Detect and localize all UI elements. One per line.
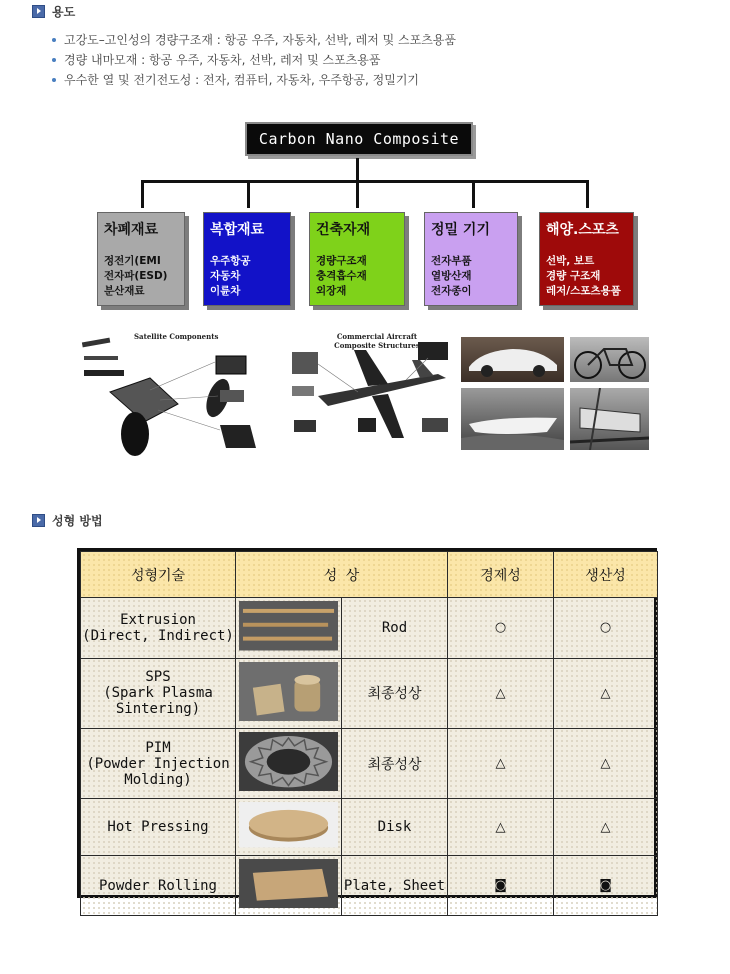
category-title: 건축자재: [316, 222, 371, 238]
connector-line: [586, 180, 589, 208]
section-uses-header: [32, 3, 75, 20]
connector-line: [472, 180, 475, 208]
economy-cell: △: [448, 799, 554, 856]
aircraft-image-title: Commercial Aircraft Composite Structures: [334, 332, 420, 350]
category-item: 전자부품: [431, 255, 472, 267]
form-cell: 최종성상: [342, 728, 448, 798]
tech-line: SPS: [145, 669, 171, 686]
powder-rolling-plate-photo: [239, 859, 338, 913]
productivity-cell: ◙: [554, 855, 658, 916]
table-row: [81, 728, 658, 798]
connector-line: [141, 180, 589, 183]
tech-line: Powder Rolling: [98, 877, 217, 894]
productivity-cell: △: [554, 728, 658, 798]
category-item: 레저/스포츠용품: [546, 285, 621, 297]
table-header-row: [81, 552, 658, 598]
boat-photo: [461, 388, 564, 450]
tech-cell: [81, 598, 236, 659]
category-marine-sports: [539, 212, 634, 306]
header-cell-economy: 경제성: [448, 552, 554, 598]
image-cell: [236, 658, 342, 728]
table-row: [81, 598, 658, 659]
tech-cell: [81, 728, 236, 798]
header-cell-form: 성 상: [236, 552, 448, 598]
section-methods-title: 성형 방법: [52, 514, 103, 528]
bullet-arrow-icon: [32, 514, 45, 527]
pim-gear-photo: [239, 732, 338, 795]
table-row: [81, 658, 658, 728]
productivity-cell: ○: [554, 598, 658, 659]
tech-line: (Spark Plasma: [103, 685, 213, 702]
header-cell-productivity: 생산성: [554, 552, 658, 598]
diagram-root-box: Carbon Nano Composite: [245, 122, 473, 156]
tech-line: Hot Pressing: [107, 819, 209, 836]
tech-line: Molding): [124, 771, 192, 788]
category-item: 경량구조재: [316, 255, 367, 267]
tech-cell: [81, 855, 236, 916]
list-item: 우수한 열 및 전기전도성 : 전자, 컴퓨터, 자동차, 우주항공, 정밀기기: [50, 70, 456, 90]
image-cell: [236, 728, 342, 798]
productivity-cell: △: [554, 799, 658, 856]
section-methods-header: [32, 512, 103, 529]
category-composite: [203, 212, 291, 306]
category-title: 해양.스포츠: [546, 222, 619, 238]
category-title: 복합재료: [210, 222, 265, 238]
productivity-cell: △: [554, 658, 658, 728]
category-item: 전자종이: [431, 285, 472, 297]
sports-car-photo: [461, 337, 564, 382]
tech-line: PIM: [145, 739, 171, 756]
category-item: 충격흡수재: [316, 270, 367, 282]
economy-cell: △: [448, 658, 554, 728]
form-cell: Rod: [342, 598, 448, 659]
category-item: 자동차: [210, 270, 241, 282]
image-cell: [236, 855, 342, 916]
hot-pressing-disk-photo: [239, 802, 338, 852]
category-building: [309, 212, 405, 306]
header-cell-technique: 성형기술: [81, 552, 236, 598]
list-item: 경량 내마모재 : 항공 우주, 자동차, 선박, 레저 및 스포츠용품: [50, 50, 456, 70]
section-uses-title: 용도: [52, 5, 76, 19]
table-row: [81, 855, 658, 916]
category-item: 전자파(ESD): [104, 270, 168, 282]
form-cell: Disk: [342, 799, 448, 856]
list-item: 고강도–고인성의 경량구조재 : 항공 우주, 자동차, 선박, 레저 및 스포츠용품: [50, 30, 456, 50]
connector-line: [356, 158, 359, 208]
economy-cell: ◙: [448, 855, 554, 916]
tech-line: Extrusion: [120, 611, 196, 628]
form-cell: 최종성상: [342, 658, 448, 728]
category-item: 우주항공: [210, 255, 251, 267]
sps-sample-photo: [239, 662, 338, 725]
category-item: 이륜차: [210, 285, 241, 297]
tech-cell: [81, 658, 236, 728]
forming-methods-table: [77, 548, 657, 898]
category-item: 분산재료: [104, 285, 145, 297]
connector-line: [141, 180, 144, 208]
category-item: 외장재: [316, 285, 347, 297]
uses-list: [50, 30, 456, 90]
connector-line: [247, 180, 250, 208]
bicycle-photo: [570, 337, 649, 382]
form-cell: Plate, Sheet: [342, 855, 448, 916]
economy-cell: △: [448, 728, 554, 798]
category-title: 정밀 기기: [431, 222, 490, 238]
category-item: 경량 구조재: [546, 270, 601, 282]
train-photo: [570, 388, 649, 450]
extrusion-rod-photo: [239, 601, 338, 655]
table-row: [81, 799, 658, 856]
category-item: 열방산재: [431, 270, 472, 282]
economy-cell: ○: [448, 598, 554, 659]
image-cell: [236, 598, 342, 659]
image-cell: [236, 799, 342, 856]
satellite-image-title: Satellite Components: [134, 332, 219, 341]
aircraft-structures-image: [288, 330, 456, 458]
tech-line: (Powder Injection: [86, 755, 230, 772]
satellite-components-image: [80, 330, 270, 458]
category-title: 차폐재료: [104, 222, 159, 238]
category-item: 정전기(EMI: [104, 255, 161, 267]
tech-line: (Direct, Indirect): [82, 627, 234, 644]
tech-line: Sintering): [115, 701, 201, 718]
category-item: 선박, 보트: [546, 255, 595, 267]
tech-cell: [81, 799, 236, 856]
category-precision: [424, 212, 518, 306]
bullet-arrow-icon: [32, 5, 45, 18]
category-shielding: [97, 212, 185, 306]
